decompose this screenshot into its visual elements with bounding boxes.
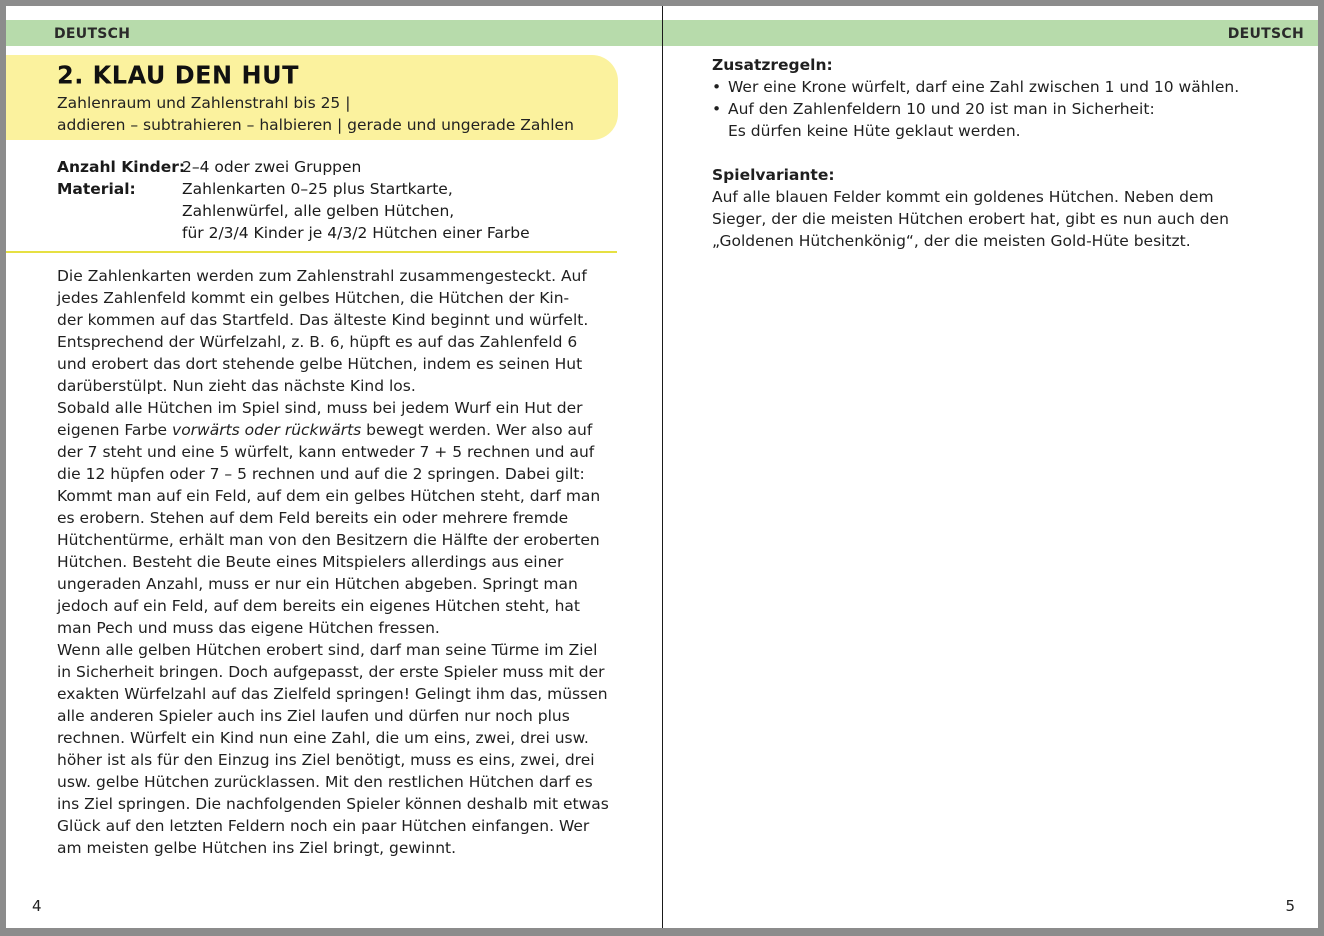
bullet-text: Auf den Zahlenfeldern 10 und 20 ist man in Sicherheit: xyxy=(728,100,1155,118)
text-line: die 12 hüpfen oder 7 – 5 rechnen und auf die 2 springen. Dabei gilt: xyxy=(57,465,585,483)
text-line: der kommen auf das Startfeld. Das älteste Kind beginnt und würfelt. xyxy=(57,311,589,329)
kids-label: Anzahl Kinder: xyxy=(57,158,186,176)
text-run: bewegt werden. Wer also auf xyxy=(366,421,593,439)
book-spread xyxy=(6,6,1318,928)
section-divider xyxy=(6,251,617,253)
text-line: in Sicherheit bringen. Doch aufgepasst, der erste Spieler muss mit der xyxy=(57,663,605,681)
page-title: 2. KLAU DEN HUT xyxy=(57,60,299,90)
left-header-band xyxy=(6,20,662,46)
text-line: ins Ziel springen. Die nachfolgenden Spieler können deshalb mit etwas xyxy=(57,795,609,813)
text-line: am meisten gelbe Hütchen ins Ziel bringt, gewinnt. xyxy=(57,839,457,857)
subtitle-line: Zahlenraum und Zahlenstrahl bis 25 | xyxy=(57,94,351,112)
text-line: Die Zahlenkarten werden zum Zahlenstrahl zusammengesteckt. Auf xyxy=(57,267,587,285)
text-line: Wenn alle gelben Hütchen erobert sind, darf man seine Türme im Ziel xyxy=(57,641,598,659)
text-line: es erobern. Stehen auf dem Feld bereits ein oder mehrere fremde xyxy=(57,509,569,527)
text-line: der 7 steht und eine 5 würfelt, kann entweder 7 + 5 rechnen und auf xyxy=(57,443,595,461)
text-line: Auf alle blauen Felder kommt ein goldenes Hütchen. Neben dem xyxy=(712,188,1214,206)
material-line: Zahlenwürfel, alle gelben Hütchen, xyxy=(182,202,455,220)
text-line: rechnen. Würfelt ein Kind nun eine Zahl, die um eins, zwei, drei usw. xyxy=(57,729,589,747)
bullet-marker: • xyxy=(712,100,722,118)
material-line: für 2/3/4 Kinder je 4/3/2 Hütchen einer Farbe xyxy=(182,224,530,242)
text-line: ungeraden Anzahl, muss er nur ein Hütchen abgeben. Springt man xyxy=(57,575,578,593)
rule-bullet xyxy=(712,98,1239,120)
text-line xyxy=(57,419,622,441)
text-line: Sobald alle Hütchen im Spiel sind, muss bei jedem Wurf ein Hut der xyxy=(57,399,583,417)
rule-bullet xyxy=(712,76,1239,98)
italic-phrase: vorwärts oder rückwärts xyxy=(172,421,362,439)
text-line: Kommt man auf ein Feld, auf dem ein gelbes Hütchen steht, darf man xyxy=(57,487,601,505)
subtitle-line: addieren – subtrahieren – halbieren | gerade und ungerade Zahlen xyxy=(57,116,574,134)
text-line: usw. gelbe Hütchen zurücklassen. Mit den restlichen Hütchen darf es xyxy=(57,773,593,791)
material-label: Material: xyxy=(57,180,136,198)
variant-heading: Spielvariante: xyxy=(712,166,835,184)
extra-rules-heading: Zusatzregeln: xyxy=(712,56,833,74)
right-header-band xyxy=(663,20,1318,46)
text-line: jedes Zahlenfeld kommt ein gelbes Hütchen, die Hütchen der Kin- xyxy=(57,289,570,307)
text-line: Glück auf den letzten Feldern noch ein paar Hütchen einfangen. Wer xyxy=(57,817,590,835)
game-variant xyxy=(712,164,1229,252)
page-number: 4 xyxy=(32,897,42,915)
bullet-continuation: Es dürfen keine Hüte geklaut werden. xyxy=(728,122,1021,140)
text-line: man Pech und muss das eigene Hütchen fressen. xyxy=(57,619,440,637)
text-line: Hütchentürme, erhält man von den Besitzern die Hälfte der eroberten xyxy=(57,531,600,549)
text-line: höher ist als für den Einzug ins Ziel benötigt, muss es eins, zwei, drei xyxy=(57,751,595,769)
kids-value: 2–4 oder zwei Gruppen xyxy=(182,158,362,176)
material-line: Zahlenkarten 0–25 plus Startkarte, xyxy=(182,180,453,198)
text-line: „Goldenen Hütchenkönig“, der die meisten Gold-Hüte besitzt. xyxy=(712,232,1191,250)
text-run: eigenen Farbe xyxy=(57,421,168,439)
rules-text xyxy=(57,265,622,859)
text-line: exakten Würfelzahl auf das Zielfeld springen! Gelingt ihm das, müssen xyxy=(57,685,608,703)
subtitle xyxy=(57,92,612,136)
text-line: alle anderen Spieler auch ins Ziel laufen und dürfen nur noch plus xyxy=(57,707,570,725)
right-header-label: DEUTSCH xyxy=(1227,26,1304,42)
text-line: Sieger, der die meisten Hütchen erobert hat, gibt es nun auch den xyxy=(712,210,1229,228)
extra-rules xyxy=(712,54,1239,142)
left-header-label: DEUTSCH xyxy=(54,26,131,42)
text-line: darüberstülpt. Nun zieht das nächste Kind los. xyxy=(57,377,416,395)
text-line: und erobert das dort stehende gelbe Hütchen, indem es seinen Hut xyxy=(57,355,583,373)
text-line: Entsprechend der Würfelzahl, z. B. 6, hüpft es auf das Zahlenfeld 6 xyxy=(57,333,578,351)
text-line: Hütchen. Besteht die Beute eines Mitspielers allerdings aus einer xyxy=(57,553,564,571)
text-line: jedoch auf ein Feld, auf dem bereits ein eigenes Hütchen steht, hat xyxy=(57,597,580,615)
bullet-text: Wer eine Krone würfelt, darf eine Zahl zwischen 1 und 10 wählen. xyxy=(728,78,1240,96)
right-page xyxy=(663,6,1318,928)
bullet-marker: • xyxy=(712,78,722,96)
left-page xyxy=(6,6,662,928)
page-number: 5 xyxy=(1285,897,1295,915)
